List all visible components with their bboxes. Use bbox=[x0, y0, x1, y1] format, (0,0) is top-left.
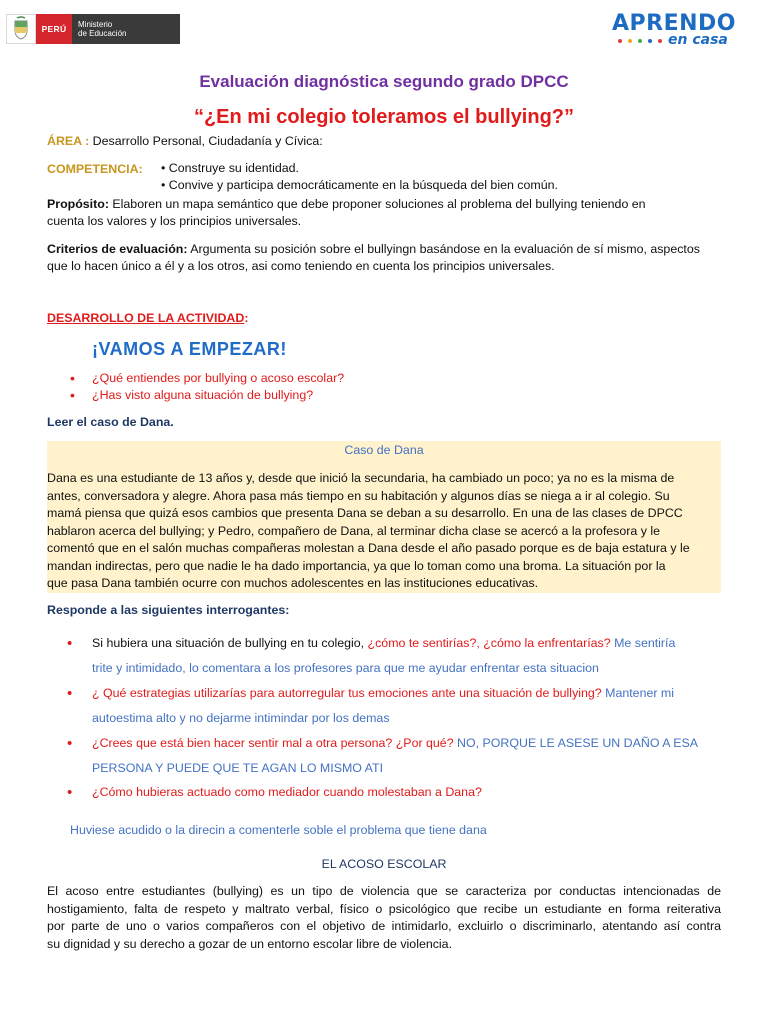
competencia-label: COMPETENCIA: bbox=[47, 162, 143, 176]
answer-text: Me sentiría bbox=[610, 636, 676, 650]
bullet-icon: • bbox=[70, 387, 75, 403]
bullet-icon: • bbox=[67, 735, 73, 752]
area-line bbox=[47, 133, 727, 150]
proposito-text: Elaboren un mapa semántico que debe proponer soluciones al problema del bullying teniendo en bbox=[108, 197, 646, 211]
case-line: antes, conversadora y alegre. Ahora pasa más tiempo en su habitación y algunos días se niega a ir al colegio. Su bbox=[47, 488, 670, 503]
proposito-text: cuenta los valores y los principios universales. bbox=[47, 214, 302, 228]
acoso-line: su dignidad y su derecho a gozar de un entorno escolar libre de violencia. bbox=[47, 936, 453, 951]
criterios-text: Argumenta su posición sobre el bullyingn basándose en la evaluación de sí mismo, aspectos bbox=[187, 242, 700, 256]
acoso-line: por parte de uno o varios compañeros con el objetivo de intimidarlo, excluirlo o discriminarlo, atentando así contra bbox=[47, 919, 721, 933]
answer-text: PERSONA Y PUEDE QUE TE AGAN LO MISMO ATI bbox=[92, 761, 384, 775]
area-value: Desarrollo Personal, Ciudadanía y Cívica: bbox=[89, 134, 323, 148]
intro-questions bbox=[70, 370, 344, 404]
case-line: comentó que en el salón muchas compañeras molestan a Dana desde el año pasado porque es de baja estatura y le bbox=[47, 541, 690, 555]
answer-text: NO, PORQUE LE ASESE UN DAÑO A ESA bbox=[453, 736, 699, 750]
bullet-icon: • bbox=[67, 784, 73, 801]
proposito-block bbox=[47, 196, 727, 230]
responde-title: Responde a las siguientes interrogantes: bbox=[47, 603, 290, 617]
answer-text: Mantener mi bbox=[601, 686, 674, 700]
page-header bbox=[0, 0, 768, 60]
coat-of-arms-icon bbox=[6, 14, 36, 44]
answer-text: trite y intimidado, lo comentara a los profesores para que me ayudar enfrentar esta situacion bbox=[92, 661, 599, 675]
acoso-title: EL ACOSO ESCOLAR bbox=[321, 857, 447, 871]
criterios-text: que lo hacen único a él y a los otros, asi como teniendo en cuenta los principios universales. bbox=[47, 259, 555, 273]
aprendo-en-casa-logo bbox=[612, 13, 747, 49]
page-title: Evaluación diagnóstica segundo grado DPCC bbox=[199, 72, 569, 91]
read-case-instruction: Leer el caso de Dana. bbox=[47, 415, 174, 429]
case-line: mamá piensa que quizá esos cambios que presenta Dana se deban a su desarrollo. En una de las clases de DPCC bbox=[47, 506, 683, 520]
acoso-body bbox=[47, 883, 721, 953]
vamos-a-empezar-heading: ¡VAMOS A EMPEZAR! bbox=[92, 339, 287, 359]
acoso-line: hostigamiento, falta de respeto y maltrato verbal, físico o psicológico que recibe un estudiante en forma reiterativa bbox=[47, 901, 721, 916]
competencia-line bbox=[47, 161, 727, 178]
bullet-icon: • bbox=[70, 370, 75, 386]
bullet-icon: • bbox=[67, 635, 73, 652]
question-item-3: • ¿Crees que está bien hacer sentir mal a otra persona? ¿Por qué? NO, PORQUE LE ASESE UN DAÑO A ESA PERSONA Y PUEDE QUE TE AGAN LO MISMO ATI bbox=[67, 731, 727, 781]
bullet-icon: • bbox=[67, 685, 73, 702]
case-line: mandan indirectas, pero que nadie le ha dado importancia, ya que lo toman como una broma. La situación por la bbox=[47, 558, 666, 573]
proposito-label: Propósito: bbox=[47, 197, 109, 211]
minedu-logo bbox=[6, 14, 180, 44]
case-line: Dana es una estudiante de 13 años y, desde que inició la secundaria, ha cambiado un poco; ya no es la misma de bbox=[47, 471, 675, 485]
answer-text: autoestima alto y no dejarme intimindar por los demas bbox=[92, 711, 390, 725]
criterios-label: Criterios de evaluación: bbox=[47, 242, 188, 256]
aprendo-subtitle: en casa bbox=[668, 32, 728, 48]
competencia-item: • Construye su identidad. bbox=[161, 161, 299, 175]
case-body bbox=[47, 470, 721, 593]
question-item-1: • Si hubiera una situación de bullying en tu colegio, ¿cómo te sentirías?, ¿cómo la enfrentarías? Me sentiría trite y intimidado, lo comentara a los profesores para que me ayudar enfrentar esta situacion bbox=[67, 631, 727, 681]
criterios-block bbox=[47, 241, 727, 275]
desarrollo-title: DESARROLLO DE LA ACTIVIDAD: bbox=[47, 311, 249, 325]
case-line: que pasa Dana también ocurre con muchos adolescentes en las instituciones educativas. bbox=[47, 576, 539, 590]
competencia-item: • Convive y participa democráticamente en la búsqueda del bien común. bbox=[161, 178, 558, 192]
list-item: • ¿Qué entiendes por bullying o acoso escolar? bbox=[70, 370, 345, 386]
list-item: • ¿Has visto alguna situación de bullying? bbox=[70, 387, 314, 403]
answer-text: Huviese acudido o la direcin a comenterle soble el problema que tiene dana bbox=[70, 823, 487, 837]
peru-label: PERÚ bbox=[36, 14, 72, 44]
question-item-2: • ¿ Qué estrategias utilizarías para autorregular tus emociones ante una situación de bullying? Mantener mi autoestima alto y no dejarme intimindar por los demas bbox=[67, 681, 727, 731]
question-item-4: • ¿Cómo hubieras actuado como mediador cuando molestaban a Dana? bbox=[67, 780, 727, 805]
area-label: ÁREA : bbox=[47, 134, 90, 148]
case-title: Caso de Dana bbox=[344, 443, 424, 457]
acoso-line: El acoso entre estudiantes (bullying) es un tipo de violencia que se caracteriza por conductas intencionadas de bbox=[47, 884, 721, 898]
aprendo-title: APRENDO bbox=[612, 11, 736, 36]
page-subtitle: “¿En mi colegio toleramos el bullying?” bbox=[193, 106, 575, 128]
ministry-label: Ministerio de Educación bbox=[72, 14, 180, 44]
brand-dots-icon bbox=[618, 39, 662, 43]
case-line: hablaron acerca del bullying; y Pedro, compañero de Dana, al terminar dicha clase se acercó a la profesora y le bbox=[47, 523, 660, 538]
